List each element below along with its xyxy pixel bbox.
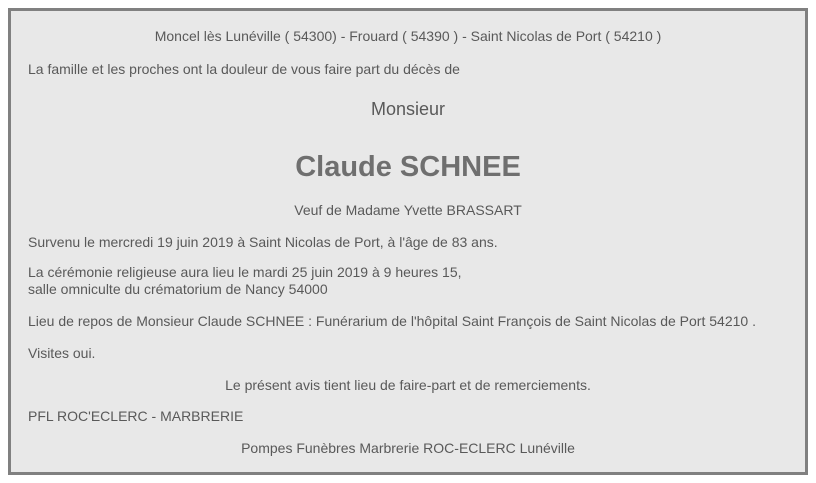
ceremony-details [28,264,462,298]
company-full-name: Pompes Funèbres Marbrerie ROC-ECLERC Lunéville [241,440,575,456]
ceremony-line-1: La cérémonie religieuse aura lieu le mardi 25 juin 2019 à 9 heures 15, [28,264,462,280]
rest-place-text: Lieu de repos de Monsieur Claude SCHNEE : Funérarium de l'hôpital Saint François de Saint Nicolas de Port 54210 . [28,313,756,329]
acknowledgement-text: Le présent avis tient lieu de faire-part et de remerciements. [225,377,591,393]
visits-text: Visites oui. [28,345,96,361]
obituary-notice [8,8,808,475]
civility-title: Monsieur [370,99,446,119]
spouse-text: Veuf de Madame Yvette BRASSART [294,202,522,218]
deceased-name: Claude SCHNEE [295,151,521,183]
locations-header: Moncel lès Lunéville ( 54300) - Frouard ( 54390 ) - Saint Nicolas de Port ( 54210 ) [154,28,662,44]
intro-text: La famille et les proches ont la douleur de vous faire part du décès de [28,61,460,77]
death-info-text: Survenu le mercredi 19 juin 2019 à Saint Nicolas de Port, à l'âge de 83 ans. [28,234,498,250]
ceremony-line-2: salle omniculte du crématorium de Nancy 54000 [28,281,328,297]
company-short-name: PFL ROC'ECLERC - MARBRERIE [28,408,244,424]
